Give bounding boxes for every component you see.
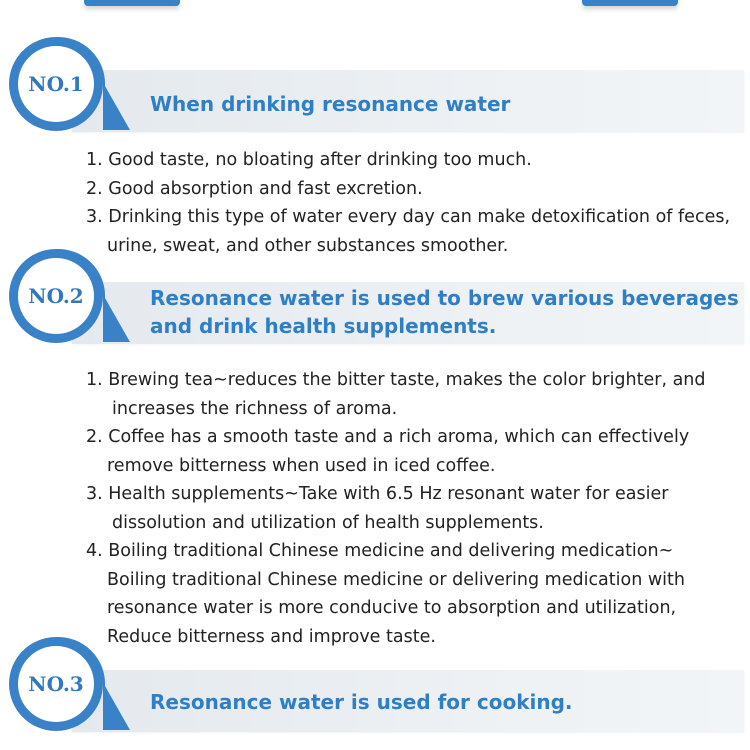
- list-item: [86, 203, 746, 260]
- item-line: urine, sweat, and other substances smoother.: [107, 235, 509, 256]
- item-line: 1. Good taste, no bloating after drinking too much.: [86, 150, 532, 170]
- section-title: [150, 688, 573, 716]
- section-title: [150, 90, 510, 118]
- item-line: resonance water is more conducive to absorption and utilization,: [107, 598, 677, 618]
- list-item: [86, 480, 746, 537]
- section-title-line: Resonance water is used to brew various beverages: [150, 286, 739, 310]
- section-title-line: and drink health supplements.: [150, 314, 497, 338]
- section-number-badge: [8, 636, 128, 732]
- list-item: [86, 537, 746, 651]
- list-item: [86, 146, 746, 175]
- badge-label: NO.1: [28, 72, 84, 96]
- item-line: 1. Brewing tea~reduces the bitter taste, makes the color brighter, and: [86, 370, 706, 390]
- section-title-line: Resonance water is used for cooking.: [150, 690, 573, 714]
- badge-label: NO.2: [28, 284, 84, 308]
- list-item: [86, 366, 746, 423]
- item-list: [86, 146, 746, 260]
- item-line: Boiling traditional Chinese medicine or delivering medication with: [107, 569, 685, 590]
- section-title: [150, 284, 739, 340]
- section-number-badge: [8, 248, 128, 344]
- item-line: 2. Coffee has a smooth taste and a rich aroma, which can effectively: [86, 427, 690, 447]
- top-tab-left: [84, 0, 180, 6]
- item-line: 4. Boiling traditional Chinese medicine and delivering medication~: [86, 541, 674, 561]
- list-item: [86, 175, 746, 204]
- item-line: 3. Health supplements~Take with 6.5 Hz resonant water for easier: [86, 484, 669, 504]
- section-title-line: When drinking resonance water: [150, 92, 511, 116]
- item-line: 2. Good absorption and fast excretion.: [86, 178, 423, 199]
- badge-label: NO.3: [28, 672, 84, 696]
- item-line: remove bitterness when used in iced coffee.: [107, 455, 496, 476]
- item-line: 3. Drinking this type of water every day can make detoxification of feces,: [86, 207, 731, 227]
- list-item: [86, 423, 746, 480]
- item-line: Reduce bitterness and improve taste.: [107, 626, 436, 647]
- section-number-badge: [8, 36, 128, 132]
- item-list: [86, 366, 746, 651]
- top-tab-right: [582, 0, 678, 6]
- item-line: dissolution and utilization of health supplements.: [112, 512, 544, 533]
- item-line: increases the richness of aroma.: [112, 398, 398, 419]
